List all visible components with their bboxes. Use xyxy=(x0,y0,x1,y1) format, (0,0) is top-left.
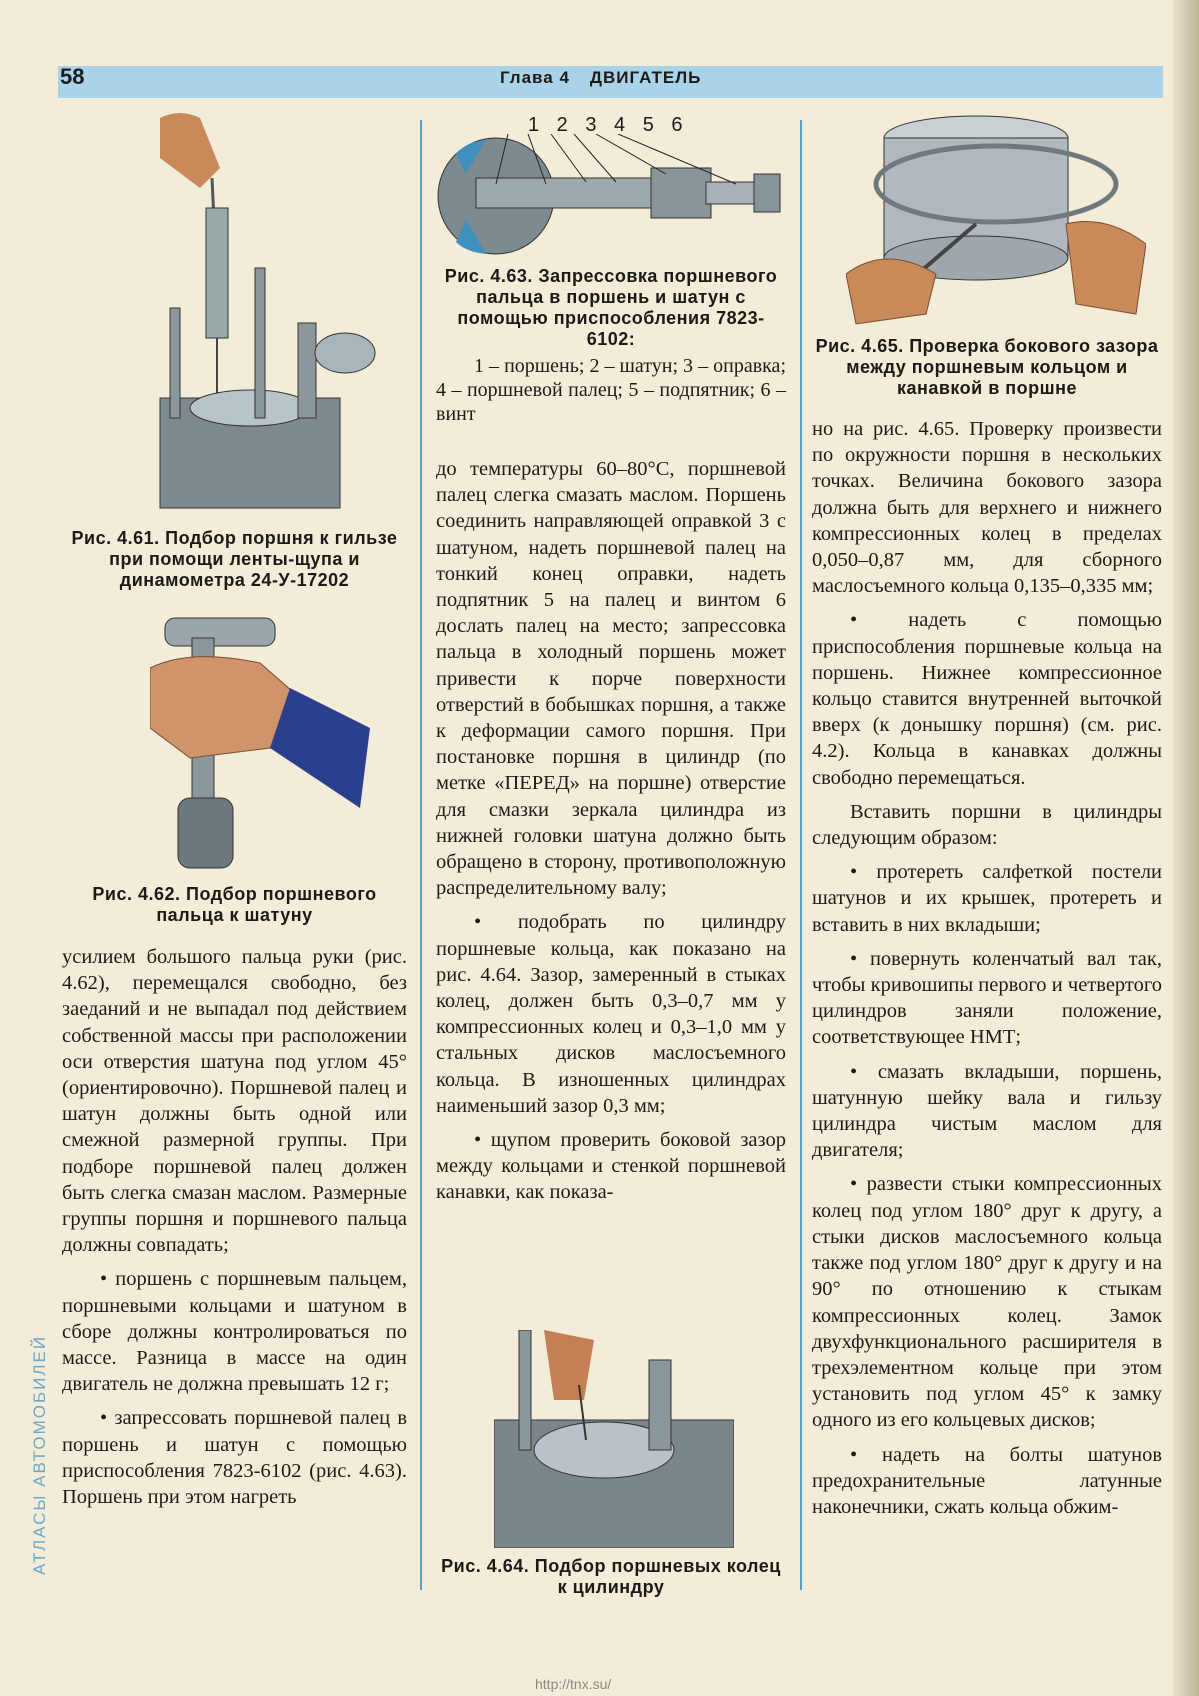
side-label-text: АТЛАСЫ АВТОМОБИЛЕЙ xyxy=(30,1334,49,1575)
chapter-title: ДВИГАТЕЛЬ xyxy=(589,68,702,87)
chapter-heading xyxy=(500,68,701,88)
footer-url: http://tnx.su/ xyxy=(535,1676,612,1692)
col1-paragraph-3: • запрессовать поршневой палец в поршень и шатун с помощью приспособления 7823-6102 (рис. 4.63). Поршень при этом нагреть xyxy=(62,1407,407,1509)
page-edge-shadow xyxy=(1173,0,1199,1696)
text-column-2 xyxy=(436,456,786,1214)
figure-4-62-illustration xyxy=(150,608,370,876)
col3-paragraph-4: • протереть салфеткой постели шатунов и их крышек, протереть и вставить в них вкладыши; xyxy=(812,861,1162,936)
col3-paragraph-6: • смазать вкладыши, поршень, шатунную шейку вала и гильзу цилиндра чистым маслом для двигателя; xyxy=(812,1060,1162,1162)
figure-4-63-illustration xyxy=(436,134,786,262)
chapter-label: Глава 4 xyxy=(500,68,570,87)
col1-paragraph-2: • поршень с поршневым пальцем, поршневыми кольцами и шатуном в сборе должны контролироваться по массе. Разница в массе на один двигатель не должна превышать 12 г; xyxy=(62,1268,407,1396)
figure-4-65-illustration xyxy=(846,114,1146,330)
figure-4-63-callouts: 1 2 3 4 5 6 xyxy=(528,114,689,136)
figure-4-61-caption: Рис. 4.61. Подбор поршня к гильзе при помощи ленты-щупа и динамометра 24-У-17202 xyxy=(71,528,398,590)
page-number: 58 xyxy=(60,64,85,89)
figure-4-62-caption: Рис. 4.62. Подбор поршневого пальца к шатуну xyxy=(92,884,377,925)
figure-4-64-illustration xyxy=(494,1330,734,1548)
col3-paragraph-3: Вставить поршни в цилиндры следующим образом: xyxy=(812,800,1162,850)
col3-paragraph-7: • развести стыки компрессионных колец под углом 180° друг к другу, а стыки дисков маслосъемного кольца также под углом 180° друг к другу и на 90° по отношению к стыкам компрессионных колец. Замок двухфункционального расширителя в трехэлементном кольце при этом установить под углом 45° к замку одного из его кольцевых дисков; xyxy=(812,1173,1162,1432)
figure-4-61-illustration xyxy=(140,108,380,518)
side-label xyxy=(20,1310,50,1590)
col2-paragraph-2: • подобрать по цилиндру поршневые кольца, как показано на рис. 4.64. Зазор, замеренный в стыках колец, должен быть 0,3–0,7 мм у компрессионных колец и 0,3–1,0 мм у стальных дисков маслосъемного кольца. В изношенных цилиндрах наименьший зазор 0,3 мм; xyxy=(436,911,786,1117)
col3-paragraph-8: • надеть на болты шатунов предохранительные латунные наконечники, сжать кольца обжим- xyxy=(812,1443,1162,1518)
col2-paragraph-3: • щупом проверить боковой зазор между кольцами и стенкой поршневой канавки, как показа- xyxy=(436,1129,786,1204)
text-column-3 xyxy=(812,416,1162,1528)
figure-4-64-caption: Рис. 4.64. Подбор поршневых колец к цилиндру xyxy=(441,1556,781,1597)
figure-4-63-caption: Рис. 4.63. Запрессовка поршневого пальца в поршень и шатун с помощью приспособления 7823-6102: xyxy=(444,266,778,349)
column-rule-2 xyxy=(800,120,802,1590)
col3-paragraph-1: но на рис. 4.65. Проверку произвести по окружности поршня в нескольких точках. Величина бокового зазора должна быть для верхнего и нижнего компрессионных колец в пределах 0,050–0,87 мм, для сборного маслосъемного кольца 0,135–0,335 мм; xyxy=(812,418,1162,598)
col2-paragraph-1: до температуры 60–80°С, поршневой палец слегка смазать маслом. Поршень соединить направляющей оправкой 3 с шатуном, надеть поршневой палец на тонкий конец оправки, надеть подпятник 5 на палец и винтом 6 дослать палец на место; запрессовка пальца в холодный поршень может привести к порче поверхности отверстий в бобышках поршня, а также к деформации самого поршня. При постановке поршня в цилиндр (по метке «ПЕРЕД» на поршне) отверстие для смазки зеркала цилиндра из нижней головки шатуна должно быть обращено в сторону, противоположную распределительному валу; xyxy=(436,458,786,900)
text-column-1 xyxy=(62,944,407,1518)
col3-paragraph-5: • повернуть коленчатый вал так, чтобы кривошипы первого и четвертого цилиндров заняли положение, соответствующее НМТ; xyxy=(812,947,1162,1049)
figure-4-65-caption: Рис. 4.65. Проверка бокового зазора между поршневым кольцом и канавкой в поршне xyxy=(815,336,1159,398)
col1-paragraph-1: усилием большого пальца руки (рис. 4.62), перемещался свободно, без заеданий и не выпадал под действием собственной массы при расположении оси отверстия шатуна под углом 45° (ориентировочно). Поршневой палец и шатун должны быть одной или смежной размерной группы. При подборе поршневой палец должен быть слегка смазан маслом. Размерные группы поршня и поршневого пальца должны совпадать; xyxy=(62,946,407,1257)
figure-4-63-legend: 1 – поршень; 2 – шатун; 3 – оправка; 4 – поршневой палец; 5 – подпятник; 6 – винт xyxy=(436,355,786,425)
column-rule-1 xyxy=(420,120,422,1590)
col3-paragraph-2: • надеть с помощью приспособления поршневые кольца на поршень. Нижнее компрессионное кольцо ставится внутренней выточкой вверх (к донышку поршня) (см. рис. 4.2). Кольца в канавках должны свободно перемещаться. xyxy=(812,609,1162,789)
